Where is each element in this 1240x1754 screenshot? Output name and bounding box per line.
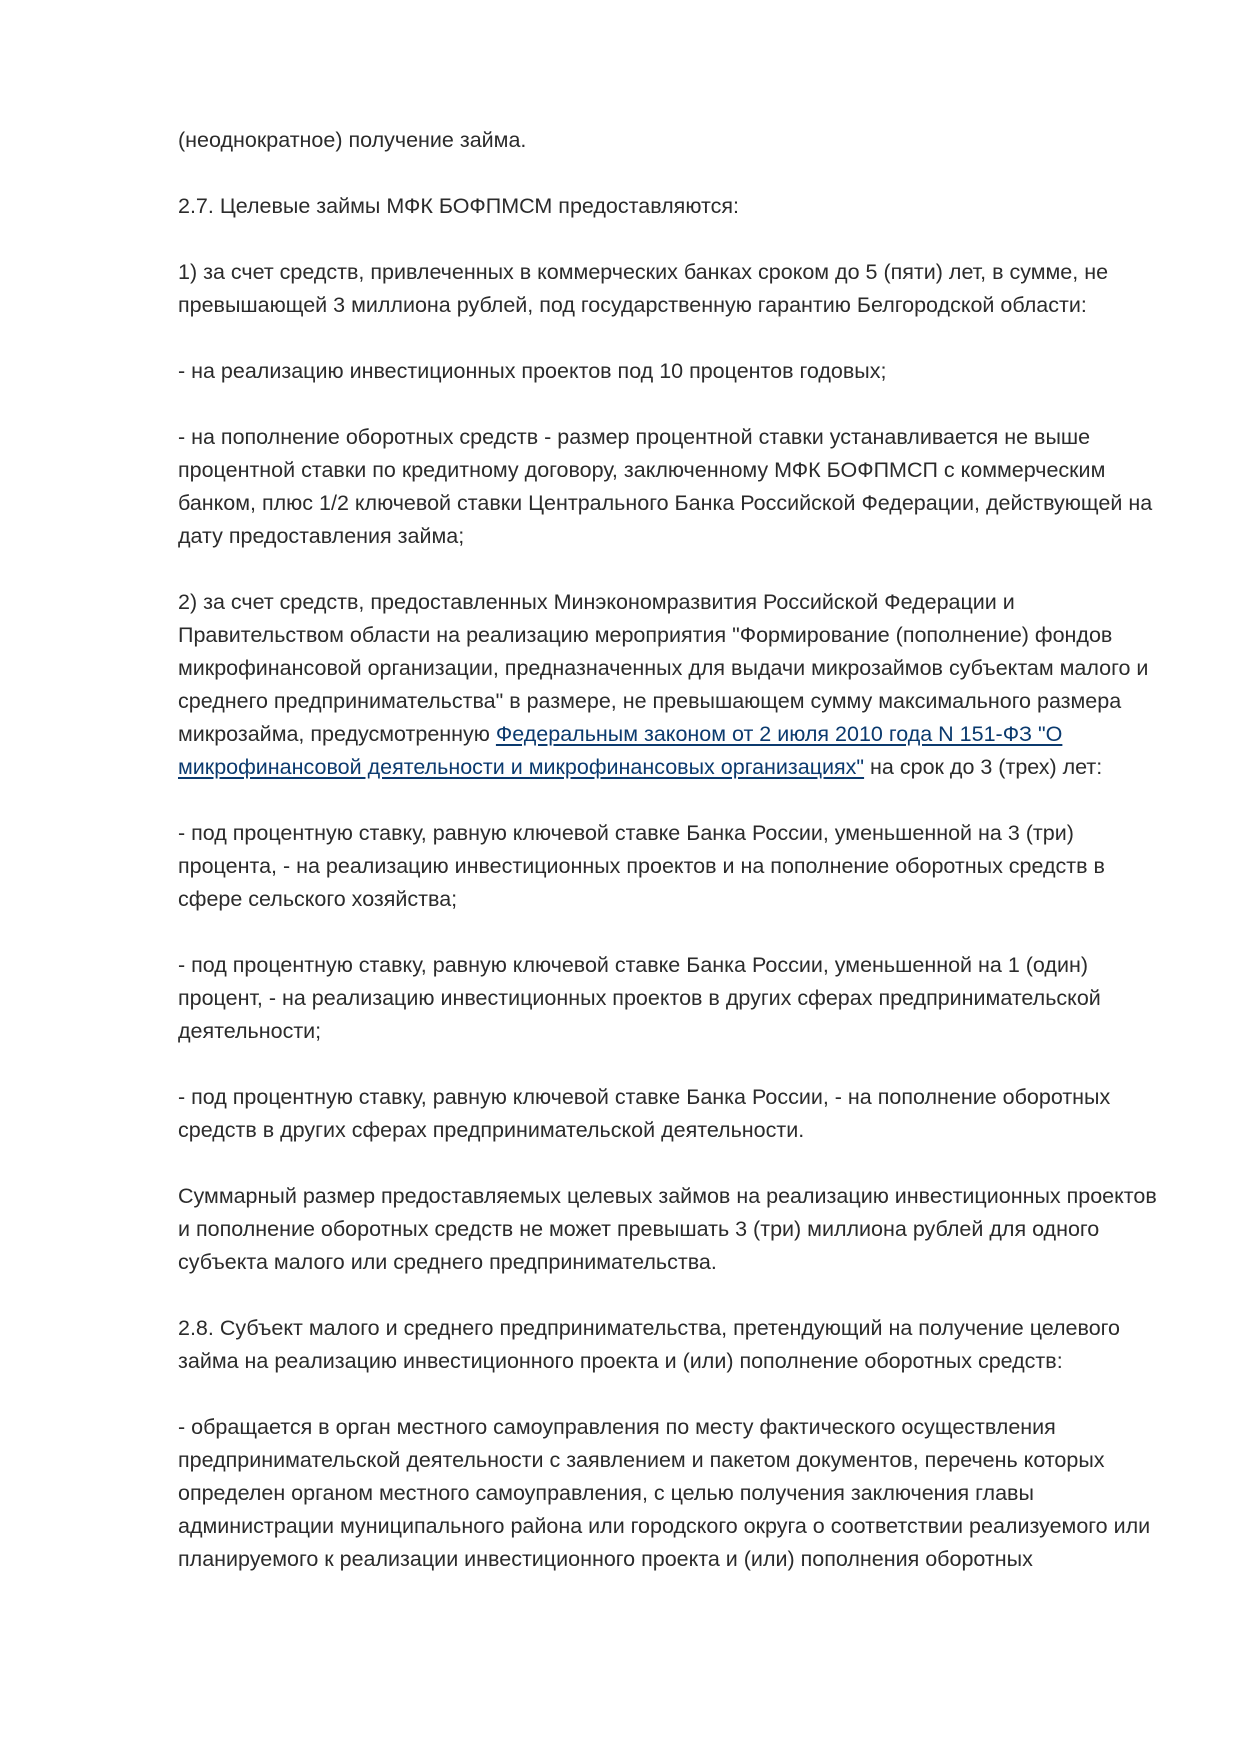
- paragraph-agriculture-rate: - под процентную ставку, равную ключевой ставке Банка России, уменьшенной на 3 (три) процента, - на реализацию инвестиционных проектов и на пополнение оборотных средств в сфере сельского хозяйства;: [178, 821, 1105, 911]
- paragraph-total-limit: Суммарный размер предоставляемых целевых займов на реализацию инвестиционных проектов и пополнение оборотных средств не может превышать 3 (три) миллиона рублей для одного субъекта малого или среднего предпринимательства.: [178, 1184, 1157, 1274]
- paragraph-working-capital-rate: - на пополнение оборотных средств - размер процентной ставки устанавливается не выше процентной ставки по кредитному договору, заключенному МФК БОФПМСП с коммерческим банком, плюс 1/2 ключевой ставки Центрального Банка Российской Федерации, действующей на дату предоставления займа;: [178, 425, 1153, 548]
- paragraph-item-2-text: 2) за счет средств, предоставленных Минэкономразвития Российской Федерации и Правительством области на реализацию мероприятия "Формирование (пополнение) фондов микрофинансовой организации, предназначенных для выдачи микрозаймов субъектам малого и среднего предпринимательства" в размере, не превышающем сумму максимального размера микрозайма, предусмотренную: [178, 590, 1149, 746]
- paragraph-investment-rate: - на реализацию инвестиционных проектов под 10 процентов годовых;: [178, 359, 887, 383]
- document-body: [178, 124, 1158, 1576]
- paragraph-continuation: (неоднократное) получение займа.: [178, 128, 527, 152]
- paragraph-2-8-heading: 2.8. Субъект малого и среднего предпринимательства, претендующий на получение целевого займа на реализацию инвестиционного проекта и (или) пополнение оборотных средств:: [178, 1316, 1120, 1373]
- paragraph-2-7-heading: 2.7. Целевые займы МФК БОФПМСМ предоставляются:: [178, 194, 739, 218]
- federal-law-link[interactable]: Федеральным законом от 2 июля 2010 года N 151-ФЗ "О микрофинансовой деятельности и микрофинансовых организациях": [178, 722, 1063, 779]
- paragraph-item-2: [178, 586, 1158, 784]
- paragraph-application-procedure: - обращается в орган местного самоуправления по месту фактического осуществления предпринимательской деятельности с заявлением и пакетом документов, перечень которых определен органом местного самоуправления, с целью получения заключения главы администрации муниципального района или городского округа о соответствии реализуемого или планируемого к реализации инвестиционного проекта и (или) пополнения оборотных: [178, 1415, 1151, 1571]
- paragraph-other-working-capital-rate: - под процентную ставку, равную ключевой ставке Банка России, - на пополнение оборотных средств в других сферах предпринимательской деятельности.: [178, 1085, 1111, 1142]
- paragraph-item-1: 1) за счет средств, привлеченных в коммерческих банках сроком до 5 (пяти) лет, в сумме, не превышающей 3 миллиона рублей, под государственную гарантию Белгородской области:: [178, 260, 1109, 317]
- paragraph-other-investment-rate: - под процентную ставку, равную ключевой ставке Банка России, уменьшенной на 1 (один) процент, - на реализацию инвестиционных проектов в других сферах предпринимательской деятельности;: [178, 953, 1101, 1043]
- paragraph-item-2-tail: на срок до 3 (трех) лет:: [864, 755, 1103, 779]
